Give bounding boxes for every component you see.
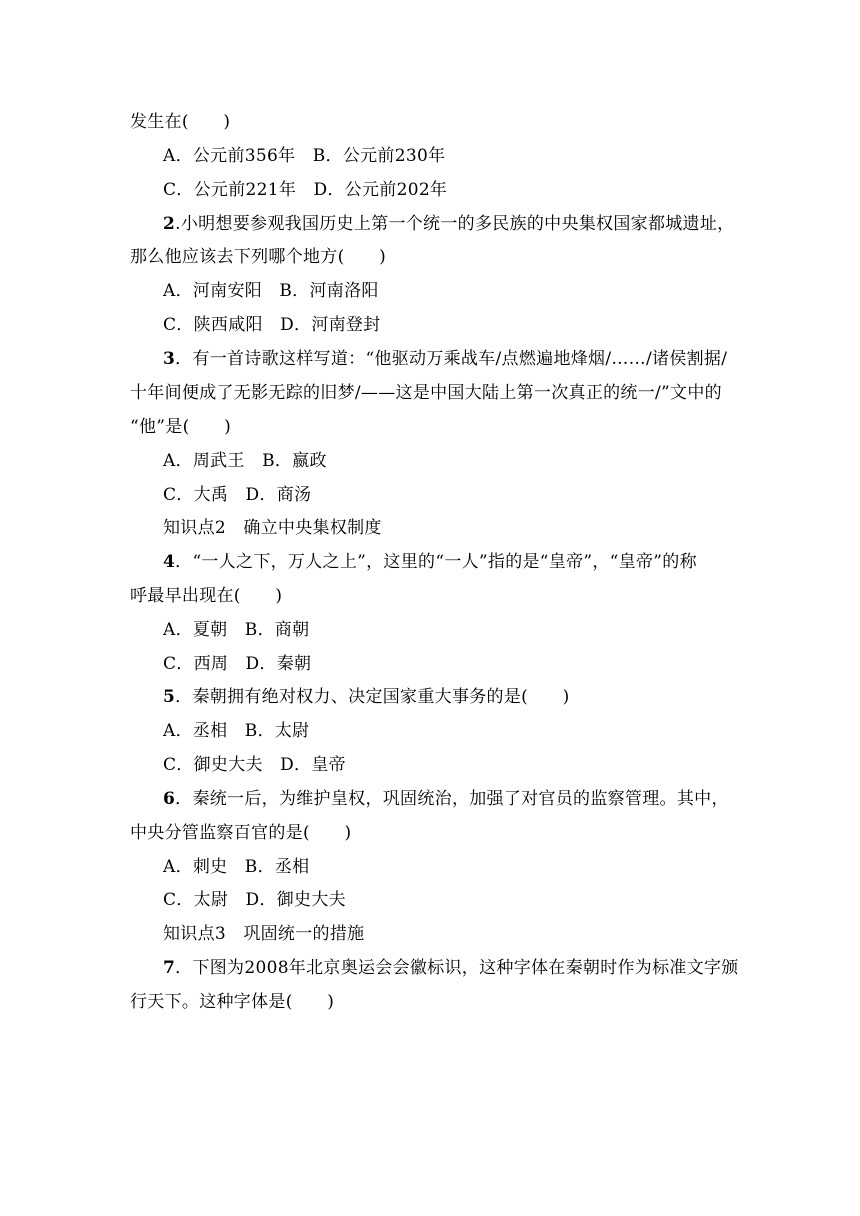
- q6-stem: 6．秦统一后，为维护皇权，巩固统治，加强了对官员的监察管理。其中，: [163, 789, 729, 809]
- q3-stem: 3．有一首诗歌这样写道：“他驱动万乘战车/点燃遍地烽烟/……/诸侯割据/: [163, 349, 728, 369]
- question-number: 3: [163, 349, 176, 369]
- q3-options-cd: C．大禹 D．商汤: [163, 485, 312, 505]
- q5-stem: 5．秦朝拥有绝对权力、决定国家重大事务的是( ): [163, 687, 570, 707]
- q3-stem-end: “他”是( ): [130, 417, 232, 437]
- question-number: 4: [163, 552, 176, 572]
- q3-options-ab: A．周武王 B．嬴政: [163, 451, 327, 471]
- q7-stem-continuation: 行天下。这种字体是( ): [130, 992, 335, 1012]
- q6-stem-continuation: 中央分管监察百官的是( ): [130, 823, 352, 843]
- q4-stem: 4．“一人之下，万人之上”，这里的“一人”指的是“皇帝”，“皇帝”的称: [163, 552, 697, 572]
- q4-options-cd: C．西周 D．秦朝: [163, 654, 312, 674]
- question-number: 2: [163, 214, 176, 234]
- q4-stem-continuation: 呼最早出现在( ): [130, 586, 283, 606]
- q5-options-cd: C．御史大夫 D．皇帝: [163, 755, 346, 775]
- question-number: 6: [163, 789, 176, 809]
- q2-options-ab: A．河南安阳 B．河南洛阳: [163, 281, 379, 301]
- question-number: 5: [163, 687, 176, 707]
- section-heading-3: 知识点3 巩固统一的措施: [163, 924, 365, 944]
- q2-stem-continuation: 那么他应该去下列哪个地方( ): [130, 247, 387, 267]
- section-heading-2: 知识点2 确立中央集权制度: [163, 518, 382, 538]
- q2-stem: 2.小明想要参观我国历史上第一个统一的多民族的中央集权国家都城遗址，: [163, 214, 735, 234]
- q1-options-ab: A．公元前356年 B．公元前230年: [163, 146, 446, 166]
- q5-options-ab: A．丞相 B．太尉: [163, 721, 310, 741]
- q3-stem-continuation: 十年间便成了无影无踪的旧梦/——这是中国大陆上第一次真正的统一/”文中的: [130, 383, 722, 403]
- q6-options-cd: C．太尉 D．御史大夫: [163, 890, 346, 910]
- q6-options-ab: A．刺史 B．丞相: [163, 857, 310, 877]
- q7-stem: 7．下图为2008年北京奥运会会徽标识，这种字体在秦朝时作为标准文字颁: [163, 958, 739, 978]
- question-number: 7: [163, 958, 176, 978]
- q4-options-ab: A．夏朝 B．商朝: [163, 620, 310, 640]
- q2-options-cd: C．陕西咸阳 D．河南登封: [163, 315, 381, 335]
- q1-options-cd: C．公元前221年 D．公元前202年: [163, 180, 448, 200]
- q1-stem-continuation: 发生在( ): [130, 112, 231, 132]
